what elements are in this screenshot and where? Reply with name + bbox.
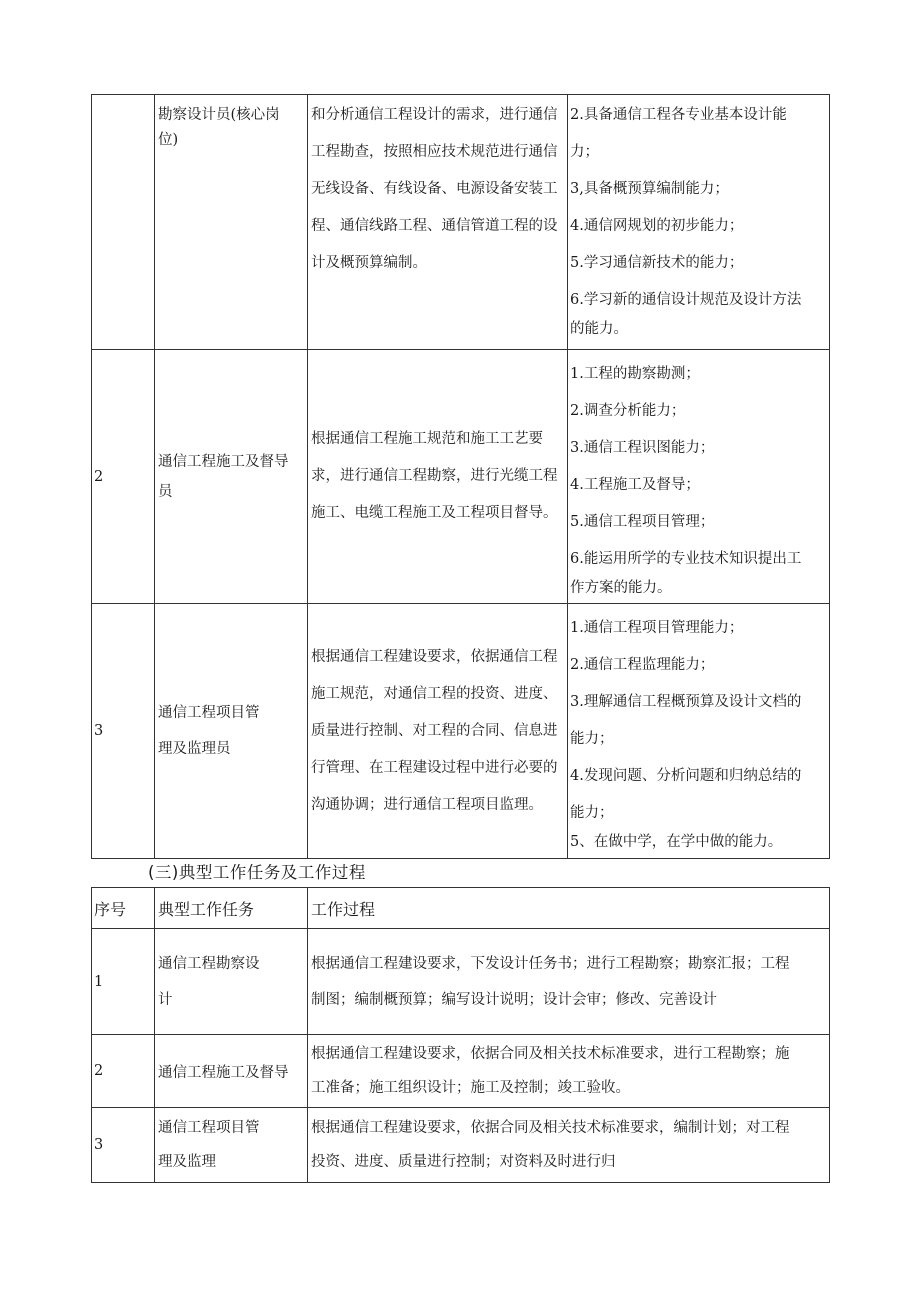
header-task: 典型工作任务 <box>155 888 308 929</box>
table-row <box>92 95 830 350</box>
task-name: 通信工程项目管 理及监理 <box>155 1108 308 1183</box>
position-title: 勘察设计员(核心岗 位) <box>155 95 308 350</box>
task-name: 通信工程施工及督导 <box>155 1035 308 1108</box>
section-heading: (三)典型工作任务及工作过程 <box>148 863 366 882</box>
row-number: 1 <box>92 929 155 1035</box>
work-process: 根据通信工程建设要求，下发设计任务书；进行工程勘察；勘察汇报；工程 制图；编制概预算；编写设计说明；设计会审；修改、完善设计 <box>308 929 830 1035</box>
row-number: 3 <box>92 604 155 859</box>
table-header-row <box>92 888 830 929</box>
row-number: 2 <box>92 1035 155 1108</box>
job-description: 和分析通信工程设计的需求，进行通信 工程勘查，按照相应技术规范进行通信 无线设备、有线设备、电源设备安装工 程、通信线路工程、通信管道工程的设 计及概预算编制。 <box>308 95 568 350</box>
ability-list: 2.具备通信工程各专业基本设计能 力； 3,具备概预算编制能力； 4.通信网规划的初步能力； 5.学习通信新技术的能力； 6.学习新的通信设计规范及设计方法 的能力。 <box>568 95 830 350</box>
task-table <box>91 887 830 1183</box>
row-number <box>92 95 155 350</box>
job-description: 根据通信工程建设要求，依据通信工程 施工规范，对通信工程的投资、进度、 质量进行控制、对工程的合同、信息进 行管理、在工程建设过程中进行必要的 沟通协调；进行通信工程项目监理。 <box>308 604 568 859</box>
job-description: 根据通信工程施工规范和施工工艺要 求，进行通信工程勘察，进行光缆工程 施工、电缆工程施工及工程项目督导。 <box>308 350 568 604</box>
position-title: 通信工程施工及督导 员 <box>155 350 308 604</box>
ability-list: 1.通信工程项目管理能力； 2.通信工程监理能力； 3.理解通信工程概预算及设计文档的 能力； 4.发现问题、分析问题和归纳总结的 能力； 5、在做中学，在学中做的能力。 <box>568 604 830 859</box>
task-name: 通信工程勘察设 计 <box>155 929 308 1035</box>
row-number: 2 <box>92 350 155 604</box>
header-number: 序号 <box>92 888 155 929</box>
competency-table <box>91 94 830 859</box>
work-process: 根据通信工程建设要求，依据合同及相关技术标准要求，进行工程勘察；施 工准备；施工组织设计；施工及控制；竣工验收。 <box>308 1035 830 1108</box>
header-process: 工作过程 <box>308 888 830 929</box>
table-row <box>92 604 830 859</box>
ability-list: 1.工程的勘察勘测； 2.调查分析能力； 3.通信工程识图能力； 4.工程施工及督导； 5.通信工程项目管理； 6.能运用所学的专业技术知识提出工 作方案的能力。 <box>568 350 830 604</box>
position-title: 通信工程项目管 理及监理员 <box>155 604 308 859</box>
table-row <box>92 929 830 1035</box>
table-row <box>92 1035 830 1108</box>
row-number: 3 <box>92 1108 155 1183</box>
table-row <box>92 1108 830 1183</box>
table-row <box>92 350 830 604</box>
work-process: 根据通信工程建设要求，依据合同及相关技术标准要求，编制计划；对工程 投资、进度、质量进行控制；对资料及时进行归 <box>308 1108 830 1183</box>
